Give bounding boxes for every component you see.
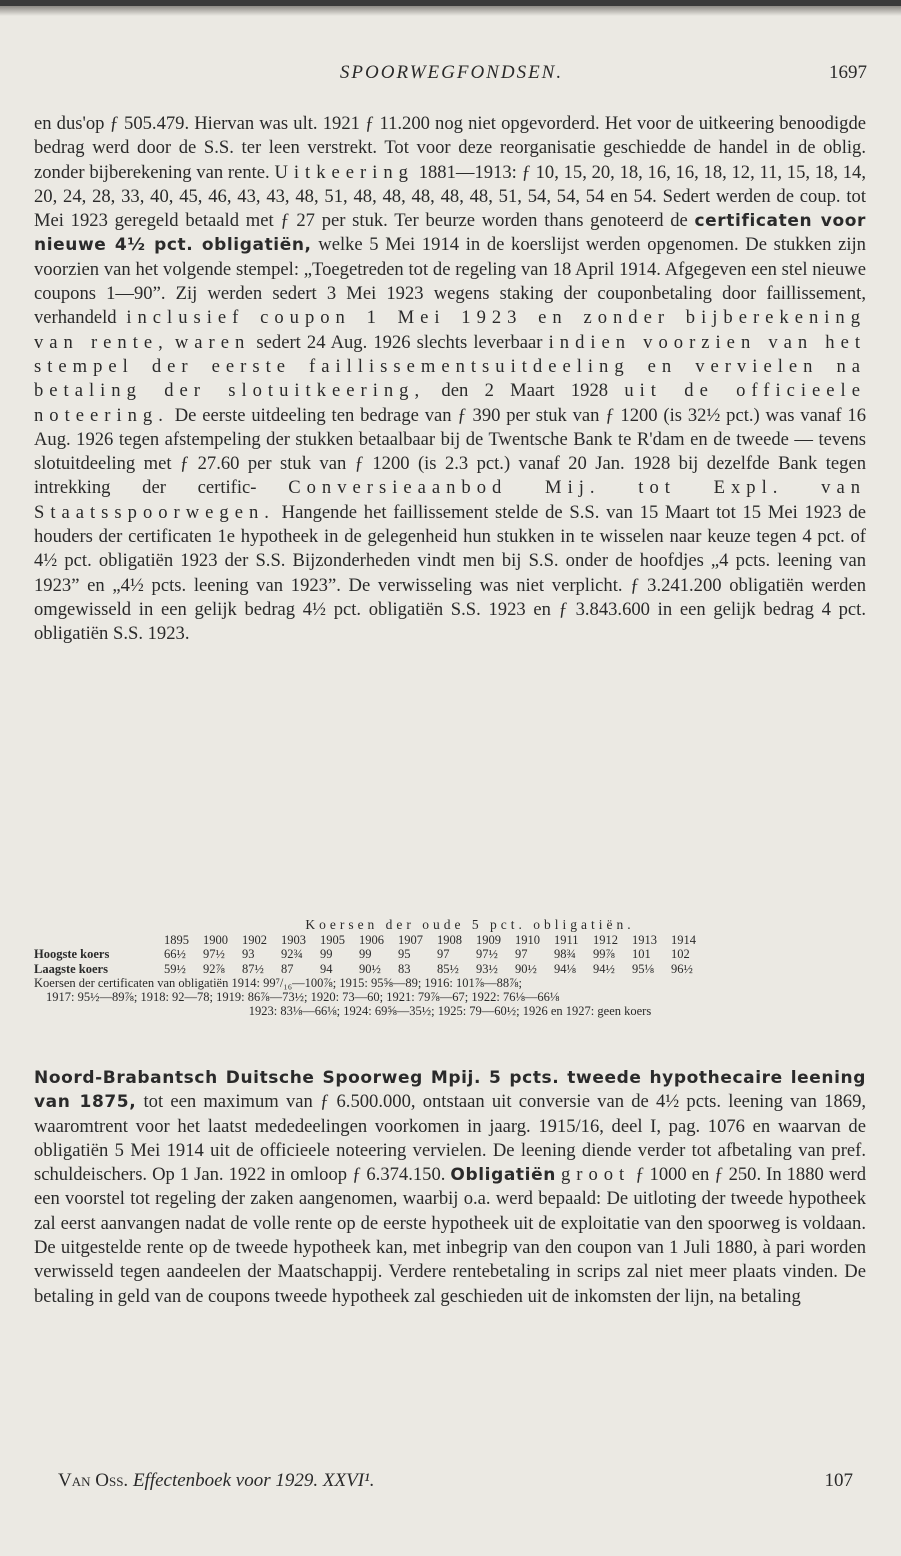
koers-cell: 90½: [515, 961, 537, 976]
koers-cell: 102: [671, 947, 690, 962]
koers-cell: 1908: [437, 933, 462, 948]
page-number: 1697: [829, 62, 867, 83]
koers-low-label: Laagste koers: [34, 961, 108, 976]
koers-cell: 94½: [593, 961, 615, 976]
koers-cell: 1912: [593, 933, 618, 948]
koers-cell: 1905: [320, 933, 345, 948]
koers-cell: 1902: [242, 933, 267, 948]
koers-cell: 92⅞: [203, 961, 225, 976]
koers-cell: 59½: [164, 961, 186, 976]
bold-heading-noord-brabantsch: Noord-Brabantsch Duitsche Spoorweg Mpij. 5 pcts. tweede hypothecaire leening van 1875,: [34, 1068, 866, 1113]
koers-cert-line: Koersen der certificaten van obligatiën 1914: 99⁷/₁₆—100⅞; 1915: 95⅝—89; 1916: 101⅞—88⅞;: [34, 975, 522, 990]
koers-cell: 99: [320, 947, 333, 962]
koers-cell: 1910: [515, 933, 540, 948]
footer-book: Effectenboek voor 1929.: [132, 1470, 319, 1491]
koers-cell: 99⅞: [593, 947, 615, 962]
koers-table: [34, 918, 866, 1018]
koers-cell: 1909: [476, 933, 501, 948]
footer-sheet-number: 107: [824, 1470, 853, 1491]
koers-cell: 1906: [359, 933, 384, 948]
koers-cell: 87½: [242, 961, 264, 976]
koers-cell: 1913: [632, 933, 657, 948]
page-footer: [58, 1470, 853, 1496]
koers-cell: 98¾: [554, 947, 576, 962]
koers-cell: 97½: [203, 947, 225, 962]
section-noord-brabantsch: [34, 1066, 866, 1309]
koers-cell: 1914: [671, 933, 696, 948]
bold-heading-obligatien: Obligatiën: [450, 1165, 556, 1186]
koers-cert-line: 1917: 95½—89⅞; 1918: 92—78; 1919: 86⅞—73½; 1920: 73—60; 1921: 79⅞—67; 1922: 76⅛—66⅛: [46, 990, 560, 1005]
koers-cell: 1900: [203, 933, 228, 948]
koers-cell: 95: [398, 947, 411, 962]
koers-cell: 83: [398, 961, 411, 976]
koers-cell: 1907: [398, 933, 423, 948]
koers-low-row: [34, 962, 866, 976]
koers-cell: 85½: [437, 961, 459, 976]
paragraph: en dus'op ƒ 505.479. Hiervan was ult. 1921 ƒ 11.200 nog niet opgevorderd. Het voor de uitkeering benoodigde bedrag werd door de S.S. ter leen verstrekt. Tot voor deze reorganisatie geschiedde de handel in de oblig. zonder bijberekening van rente. Uitkeering 1881—1913: ƒ 10, 15, 20, 18, 16, 16, 18, 12, 11, 15, 18, 14, 20, 24, 28, 33, 40, 45, 46, 43, 43, 48, 51, 48, 48, 48, 48, 48, 51, 54, 54, 54 en 54. Sedert werden de coup. tot Mei 1923 geregeld betaald met ƒ 27 per stuk. Ter beurze worden thans genoteerd de certificaten voor nieuwe 4½ pct. obligatiën, welke 5 Mei 1914 in de koerslijst werden opgenomen. De stukken zijn voorzien van het volgende stempel: „Toegetreden tot de regeling van 18 April 1914. Afgegeven een stel nieuwe coupons 1—90”. Zij werden sedert 3 Mei 1923 wegens staking der couponbetaling door faillissement, verhandeld inclusief coupon 1 Mei 1923 en zonder bijberekening van rente, waren sedert 24 Aug. 1926 slechts leverbaar indien voorzien van het stempel der eerste faillissementsuitdeeling en vervielen na betaling der slotuitkeering, den 2 Maart 1928 uit de officieele noteering. De eerste uitdeeling ten bedrage van ƒ 390 per stuk van ƒ 1200 (is 32½ pct.) was vanaf 16 Aug. 1926 tegen afstempeling der stukken betaalbaar bij de Twentsche Bank te R'dam en de tweede — tevens slotuitdeeling met ƒ 27.60 per stuk van ƒ 1200 (is 2.3 pct.) vanaf 20 Jan. 1928 bij dezelfde Bank tegen intrekking der certific- Conversieaanbod Mij. tot Expl. van Staatsspoorwegen. Hangende het faillissement stelde de S.S. van 15 Maart tot 15 Mei 1923 de houders der certificaten 1e hypotheek in de gelegenheid hun stukken in te wisselen naar keuze tegen 4 pct. of 4½ pct. obligatiën 1923 der S.S. Bijzonderheden vindt men bij S.S. onder de hoofdjes „4 pcts. leening van 1923” en „4½ pcts. leening van 1923”. De verwisseling was niet verplicht. ƒ 3.241.200 obligatiën werden omgewisseld in een gelijk bedrag 4½ pct. obligatiën S.S. 1923 en ƒ 3.843.600 in een gelijk bedrag 4 pct. obligatiën S.S. 1923.: [34, 113, 867, 645]
koers-cell: 94: [320, 961, 333, 976]
paragraph: Noord-Brabantsch Duitsche Spoorweg Mpij. 5 pcts. tweede hypothecaire leening van 1875, tot een maximum van ƒ 6.500.000, ontstaan uit conversie van de 4½ pcts. leening van 1869, waaromtrent voor het laatst mededeelingen voorkomen in jaarg. 1915/16, deel I, pag. 1076 en waarvan de obligatiën 5 Mei 1914 uit de officieele noteering vervielen. De leening diende verder tot afbetaling van pref. schuldeischers. Op 1 Jan. 1922 in omloop ƒ 6.374.150. Obligatiën groot ƒ 1000 en ƒ 250. In 1880 werd een voorstel tot regeling der zaken aangenomen, waarbij o.a. werd bepaald: De uitloting der tweede hypotheek zal eerst aanvangen nadat de volle rente op de eerste hypotheek uit de exploitatie van den spoorweg is voldaan. De uitgestelde rente op de tweede hypotheek kan, met inbegrip van den coupon van 1 Juli 1880, à pari worden verwisseld tegen aandeelen der Maatschappij. Verdere rentebetaling in scrips zal niet meer plaats vinden. De betaling in geld van de coupons tweede hypotheek zal geschieden uit de inkomsten der lijn, na betaling: [34, 1068, 867, 1307]
footer-author: Van Oss.: [58, 1470, 129, 1491]
koers-table-title: Koersen der oude 5 pct. obligatiën.: [305, 917, 635, 932]
koers-cell: 92¾: [281, 947, 303, 962]
section-spoorweg-certificaten: [34, 112, 866, 647]
koers-cell: 1903: [281, 933, 306, 948]
koers-cell: 66½: [164, 947, 186, 962]
koers-high-label: Hoogste koers: [34, 947, 110, 962]
koers-cell: 94⅛: [554, 961, 576, 976]
scan-top-shadow: [0, 6, 901, 16]
koers-cell: 90½: [359, 961, 381, 976]
koers-cell: 87: [281, 961, 294, 976]
koers-high-row: [34, 947, 866, 961]
koers-cert-line: 1923: 83⅛—66⅛; 1924: 69⅝—35½; 1925: 79—60½; 1926 en 1927: geen koers: [248, 1004, 652, 1019]
koers-cell: 1895: [164, 933, 189, 948]
koers-cell: 101: [632, 947, 651, 962]
koers-years-row: [34, 933, 866, 947]
footer-volume: XXVI¹.: [322, 1470, 375, 1491]
koers-cell: 97: [437, 947, 450, 962]
koers-cell: 1911: [554, 933, 579, 948]
running-header: [36, 62, 867, 88]
running-title: SPOORWEGFONDSEN.: [339, 62, 564, 83]
koers-cell: 97: [515, 947, 528, 962]
koers-cell: 93: [242, 947, 255, 962]
subheading-conversieaanbod: Conversieaanbod Mij. tot Expl. van Staatsspoorwegen.: [34, 477, 866, 523]
koers-cell: 97½: [476, 947, 498, 962]
koers-cell: 96½: [671, 961, 693, 976]
koers-cell: 99: [359, 947, 372, 962]
koers-cell: 95⅛: [632, 961, 654, 976]
koers-cell: 93½: [476, 961, 498, 976]
bold-heading-certificaten: certificaten voor nieuwe 4½ pct. obligatiën,: [34, 211, 866, 256]
